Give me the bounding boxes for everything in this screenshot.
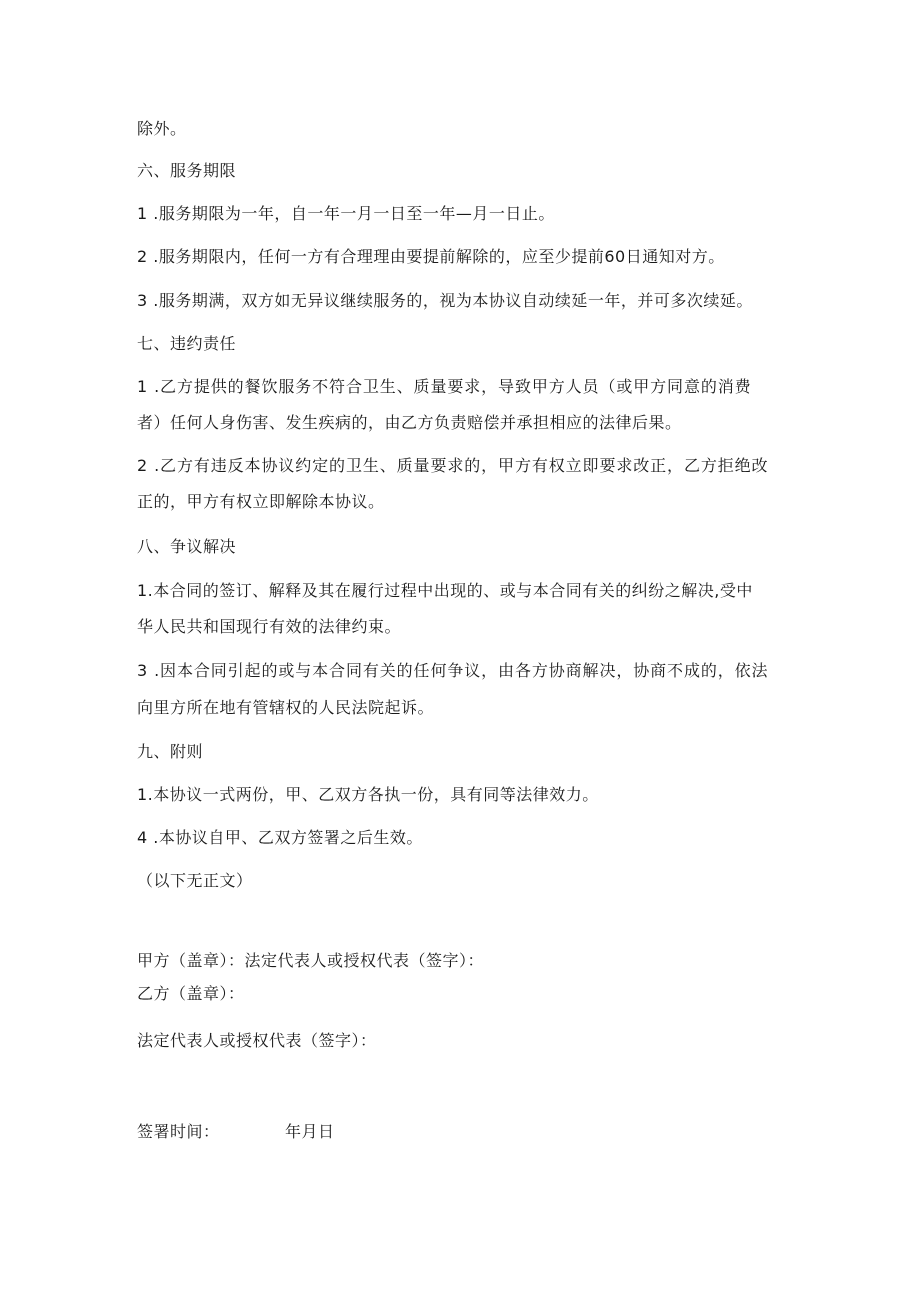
end-of-text-note: （以下无正文） [137,871,253,890]
clause-7-1-line-2: 者）任何人身伤害、发生疾病的，由乙方负责赔偿并承担相应的法律后果。 [137,413,682,432]
section-heading-misc: 九、附则 [137,742,204,761]
signing-date-label: 签署时间： [137,1122,220,1141]
clause-7-2-line-1: 2 .乙方有违反本协议约定的卫生、质量要求的，甲方有权立即要求改正，乙方拒绝改 [137,456,769,475]
clause-8-1-line-2: 华人民共和国现行有效的法律约束。 [137,617,402,636]
section-heading-service-term: 六、服务期限 [137,161,237,180]
text-line-continuation: 除外。 [137,119,187,138]
clause-9-1: 1.本协议一式两份，甲、乙双方各执一份，具有同等法律效力。 [137,785,599,804]
clause-9-4: 4 .本协议自甲、乙双方签署之后生效。 [137,828,423,847]
section-heading-dispute: 八、争议解决 [137,537,237,556]
clause-6-3: 3 .服务期满，双方如无异议继续服务的，视为本协议自动续延一年，并可多次续延。 [137,291,753,310]
party-a-signature-line: 甲方（盖章）：法定代表人或授权代表（签字）： [137,951,485,970]
clause-7-1-line-1: 1 .乙方提供的餐饮服务不符合卫生、质量要求，导致甲方人员（或甲方同意的消费 [137,377,752,396]
clause-6-1: 1 .服务期限为一年，自一年一月一日至一年—月一日止。 [137,204,555,223]
clause-8-3-line-2: 向里方所在地有管辖权的人民法院起诉。 [137,698,435,717]
party-b-signature-line: 法定代表人或授权代表（签字）： [137,1031,377,1050]
clause-6-2: 2 .服务期限内，任何一方有合理理由要提前解除的，应至少提前60日通知对方。 [137,247,725,266]
section-heading-liability: 七、违约责任 [137,334,237,353]
signing-date-value: 年月日 [285,1122,335,1141]
clause-8-3-line-1: 3 .因本合同引起的或与本合同有关的任何争议，由各方协商解决，协商不成的，依法 [137,661,769,680]
clause-7-2-line-2: 正的，甲方有权立即解除本协议。 [137,492,385,511]
party-b-seal-line: 乙方（盖章）： [137,984,245,1003]
clause-8-1-line-1: 1.本合同的签订、解释及其在履行过程中出现的、或与本合同有关的纠纷之解决,受中 [137,581,753,600]
